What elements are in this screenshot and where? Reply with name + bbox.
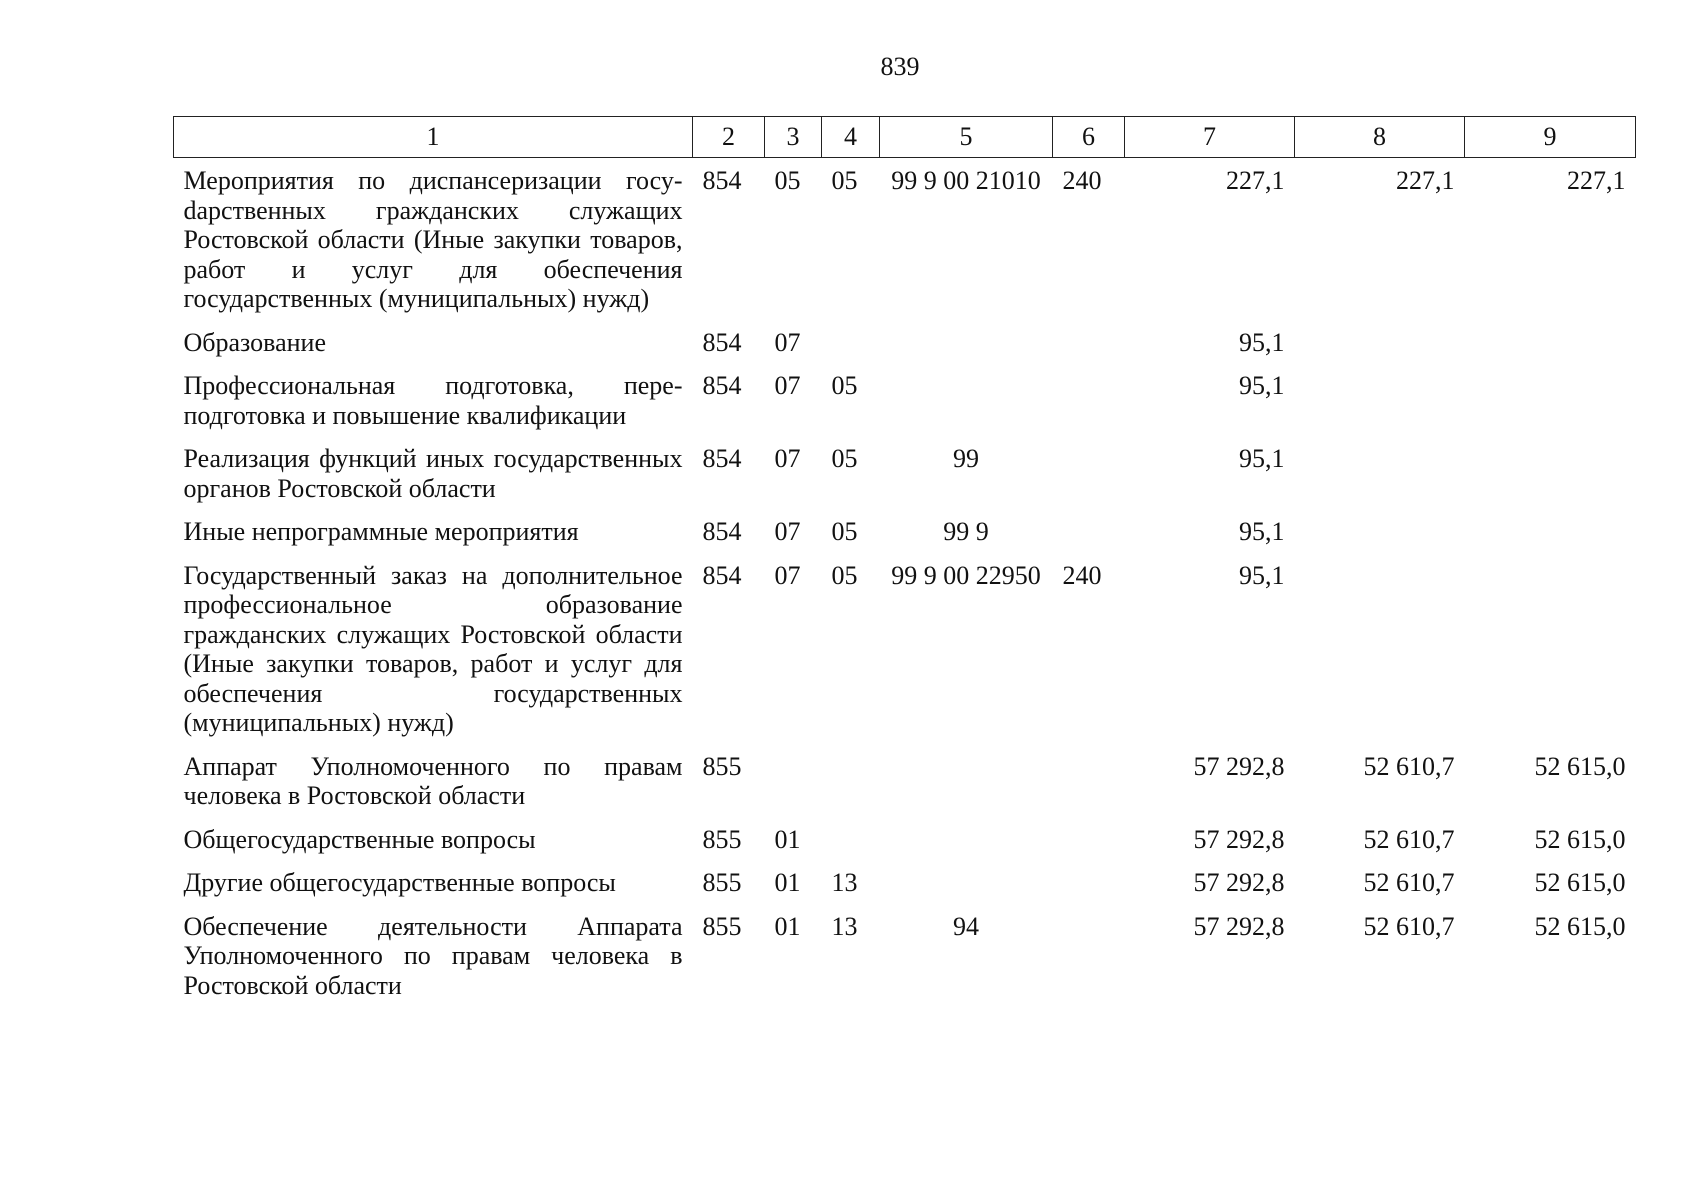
cell-amount-col9 xyxy=(1465,509,1636,553)
cell-amount-col7: 57 292,8 xyxy=(1193,868,1285,897)
cell-ministry-code: 854 xyxy=(702,371,742,400)
cell-target-article xyxy=(880,363,1053,436)
cell-target-article: 99 9 00 21010 xyxy=(891,166,1041,195)
column-header-7: 7 xyxy=(1125,117,1295,158)
cell-section: 07 xyxy=(774,371,801,400)
table-row xyxy=(174,904,1636,1007)
row-name: Образование xyxy=(183,327,327,357)
cell-target-article xyxy=(880,817,1053,861)
table-row xyxy=(174,860,1636,904)
table-row xyxy=(174,363,1636,436)
cell-amount-col8: 52 610,7 xyxy=(1363,751,1455,781)
cell-subsection: 05 xyxy=(831,371,858,400)
cell-amount-col8: 52 610,7 xyxy=(1363,824,1455,854)
cell-amount-col8 xyxy=(1295,320,1465,364)
cell-subsection: 13 xyxy=(831,868,858,897)
cell-amount-col9: 227,1 xyxy=(1567,166,1626,195)
cell-expense-type xyxy=(1053,904,1125,1007)
column-header-9: 9 xyxy=(1465,117,1636,158)
table-row xyxy=(174,744,1636,817)
page-number: 839 xyxy=(880,52,920,81)
cell-expense-type: 240 xyxy=(1062,560,1102,590)
cell-amount-col9: 52 615,0 xyxy=(1534,868,1626,897)
cell-expense-type: 240 xyxy=(1062,166,1102,195)
row-name: Другие общегосударственные вопросы xyxy=(183,868,616,897)
cell-target-article: 99 xyxy=(953,444,979,473)
cell-ministry-code: 855 xyxy=(702,824,742,854)
cell-section: 07 xyxy=(774,444,801,473)
cell-section: 01 xyxy=(774,868,801,897)
cell-expense-type xyxy=(1053,744,1125,817)
cell-expense-type xyxy=(1053,436,1125,509)
cell-expense-type xyxy=(1053,320,1125,364)
cell-amount-col7: 57 292,8 xyxy=(1193,911,1285,941)
cell-subsection xyxy=(822,744,880,817)
row-name: Общегосударственные вопросы xyxy=(183,824,536,854)
cell-target-article xyxy=(880,860,1053,904)
table-row xyxy=(174,320,1636,364)
cell-subsection: 05 xyxy=(831,517,858,546)
cell-subsection: 05 xyxy=(831,560,858,590)
column-header-2: 2 xyxy=(693,117,765,158)
cell-expense-type xyxy=(1053,817,1125,861)
table-row xyxy=(174,553,1636,744)
table-row xyxy=(174,436,1636,509)
cell-ministry-code: 855 xyxy=(702,868,742,897)
row-name: Профессиональная подготовка, переподготовка и повышение квалификации xyxy=(183,371,683,430)
cell-amount-col9 xyxy=(1465,436,1636,509)
cell-amount-col8: 52 610,7 xyxy=(1363,911,1455,941)
cell-amount-col9 xyxy=(1465,553,1636,744)
cell-section: 07 xyxy=(774,327,801,357)
cell-amount-col8 xyxy=(1295,553,1465,744)
cell-expense-type xyxy=(1053,860,1125,904)
cell-amount-col7: 95,1 xyxy=(1239,517,1285,546)
cell-amount-col7: 95,1 xyxy=(1239,444,1285,473)
table-header-row xyxy=(174,117,1636,158)
cell-target-article: 99 9 xyxy=(943,517,989,546)
cell-amount-col8 xyxy=(1295,509,1465,553)
cell-section: 05 xyxy=(774,166,801,195)
cell-subsection: 13 xyxy=(831,911,858,941)
cell-target-article xyxy=(880,320,1053,364)
cell-amount-col7: 57 292,8 xyxy=(1193,824,1285,854)
row-name: Аппарат Уполномоченного по правам человека в Ростовской области xyxy=(183,751,683,810)
cell-subsection: 05 xyxy=(831,444,858,473)
cell-amount-col9: 52 615,0 xyxy=(1534,911,1626,941)
cell-amount-col8: 52 610,7 xyxy=(1363,868,1455,897)
column-header-4: 4 xyxy=(822,117,880,158)
cell-amount-col7: 95,1 xyxy=(1239,560,1285,590)
cell-expense-type xyxy=(1053,509,1125,553)
cell-amount-col7: 95,1 xyxy=(1239,371,1285,400)
cell-amount-col9: 52 615,0 xyxy=(1534,824,1626,854)
column-header-8: 8 xyxy=(1295,117,1465,158)
table-row xyxy=(174,509,1636,553)
row-name: Реализация функций иных государственных органов Ростовской области xyxy=(183,444,683,503)
cell-ministry-code: 854 xyxy=(702,444,742,473)
cell-target-article xyxy=(880,744,1053,817)
column-header-3: 3 xyxy=(765,117,822,158)
cell-amount-col9 xyxy=(1465,320,1636,364)
cell-subsection: 05 xyxy=(831,166,858,195)
row-name: Иные непрограммные мероприятия xyxy=(183,517,579,546)
cell-amount-col8 xyxy=(1295,363,1465,436)
cell-amount-col7: 227,1 xyxy=(1226,166,1285,195)
cell-target-article: 99 9 00 22950 xyxy=(891,560,1041,590)
cell-amount-col8: 227,1 xyxy=(1396,166,1455,195)
column-header-1: 1 xyxy=(174,117,693,158)
cell-ministry-code: 854 xyxy=(702,560,742,590)
cell-ministry-code: 854 xyxy=(702,327,742,357)
cell-amount-col9 xyxy=(1465,363,1636,436)
cell-amount-col9: 52 615,0 xyxy=(1534,751,1626,781)
budget-table xyxy=(173,116,1636,1006)
cell-section: 07 xyxy=(774,517,801,546)
cell-amount-col7: 95,1 xyxy=(1239,327,1285,357)
cell-ministry-code: 855 xyxy=(702,911,742,941)
row-name: Обеспечение деятельности Аппарата Уполномоченного по правам человека в Ростовской области xyxy=(183,911,683,1000)
cell-ministry-code: 854 xyxy=(702,166,742,195)
cell-section: 01 xyxy=(774,824,801,854)
table-row xyxy=(174,817,1636,861)
cell-ministry-code: 854 xyxy=(702,517,742,546)
row-name: Мероприятия по диспансеризации госуdарственных гражданских служащих Ростовской области (Иные закупки товаров, работ и услуг для обеспечения государственных (муниципальных) нужд) xyxy=(183,166,683,313)
column-header-6: 6 xyxy=(1053,117,1125,158)
cell-subsection xyxy=(822,320,880,364)
cell-expense-type xyxy=(1053,363,1125,436)
column-header-5: 5 xyxy=(880,117,1053,158)
table-row xyxy=(174,158,1636,320)
cell-target-article: 94 xyxy=(953,911,979,941)
cell-subsection xyxy=(822,817,880,861)
row-name: Государственный заказ на дополнительное профессиональное образование гражданских служащих Ростовской области (Иные закупки товаров, работ и услуг для обеспечения государственных (муниципальных) нужд) xyxy=(183,560,683,737)
cell-amount-col8 xyxy=(1295,436,1465,509)
cell-section: 07 xyxy=(774,560,801,590)
cell-section: 01 xyxy=(774,911,801,941)
cell-ministry-code: 855 xyxy=(702,751,742,781)
cell-section xyxy=(765,744,822,817)
cell-amount-col7: 57 292,8 xyxy=(1193,751,1285,781)
